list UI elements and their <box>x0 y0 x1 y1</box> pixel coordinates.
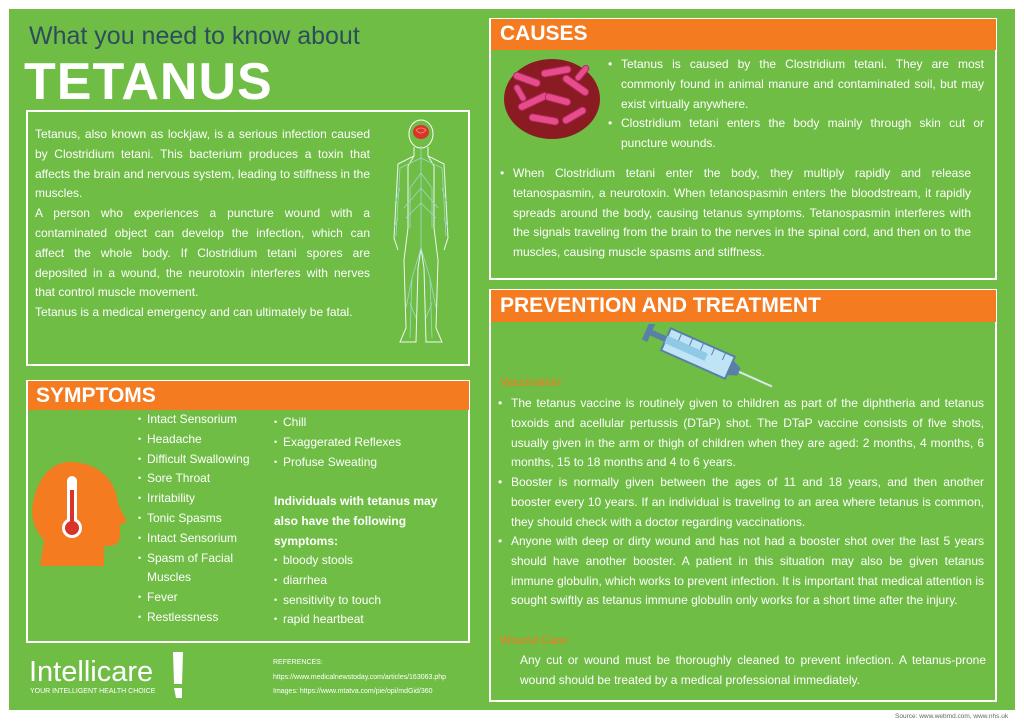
symptom-item: • Profuse Sweating <box>274 453 454 473</box>
symptom-item: • Sore Throat <box>138 469 263 489</box>
reference-link[interactable]: Images: https://www.mtatva.com/pie/opi/mdGid/360 <box>273 688 433 695</box>
vaccination-bullet-text: Anyone with deep or dirty wound and has not had a booster shot over the last 5 years should have another booster. A patient in this situation may also be given tetanus immune globulin, which works to prevent infection. It is important that medical attention is sought swiftly as tetanus immune globulin only works for a short time after the injury. <box>511 534 984 608</box>
brand-tagline: YOUR INTELLIGENT HEALTH CHOICE <box>30 688 156 695</box>
references-label: REFERENCES: <box>273 659 323 666</box>
symptom-item: • diarrhea <box>274 571 454 591</box>
vaccination-bullet <box>498 473 984 532</box>
symptom-item: • Intact Sensorium <box>138 529 263 549</box>
causes-bullet <box>608 55 984 114</box>
bullet-dot: • <box>500 166 505 180</box>
symptom-item: • Restlessness <box>138 608 263 628</box>
symptom-item: • sensitivity to touch <box>274 591 454 611</box>
reference-link[interactable]: https://www.medicalnewstoday.com/articles/163063.php <box>273 674 447 681</box>
wound-care-text: Any cut or wound must be thoroughly cleaned to prevent infection. A tetanus-prone wound should be treated by a medical professional immediately. <box>520 653 986 687</box>
causes-bullet-wide <box>500 164 971 263</box>
main-title: TETANUS <box>24 53 273 111</box>
bullet-dot: • <box>498 475 503 489</box>
kicker-title: What you need to know about <box>29 22 360 50</box>
symptom-item: • Fever <box>138 588 263 608</box>
bullet-dot: • <box>498 534 503 548</box>
nervous-system-body-icon <box>390 118 462 350</box>
symptom-item: • bloody stools <box>274 551 454 571</box>
source-note: Source: www.webmd.com, www.nhs.uk <box>895 713 1009 720</box>
intro-paragraph: Tetanus is a medical emergency and can ultimately be fatal. <box>35 305 353 320</box>
vaccination-bullet-text: Booster is normally given between the ages of 11 and 18 years, and then another booster every 10 years. If an individual is traveling to an area where tetanus is common, they should check with a doctor regarding vaccinations. <box>511 475 984 529</box>
vaccination-bullet-text: The tetanus vaccine is routinely given to children as part of the diphtheria and tetanus toxoids and acellular pertussis (DTaP) shot. The DTaP vaccine consists of five shots, usually given in the arm or thigh of children when they are aged: 2 months, 4 months, 6 months, 15 to 18 months and 4 to 6 years. <box>511 396 984 470</box>
vaccination-label: Vaccination <box>500 375 562 389</box>
intro-paragraph: A person who experiences a puncture wound with a contaminated object can develop the infection, which can affect the whole body. If Clostridium tetani spores are deposited in a wound, the neurotoxin interferes with nerves that control muscle movement. <box>35 206 370 300</box>
fever-head-icon <box>30 460 128 568</box>
prevention-heading: PREVENTION AND TREATMENT <box>491 290 996 322</box>
vaccination-bullet <box>498 532 984 611</box>
brand-name: Intellicare <box>29 656 154 688</box>
vaccination-bullet <box>498 394 984 473</box>
causes-bullet <box>608 114 984 154</box>
causes-bullet-text: Tetanus is caused by the Clostridium tetani. They are most commonly found in animal manure and contaminated soil, but may exist virtually anywhere. <box>621 57 984 111</box>
symptoms-list-2 <box>274 413 454 472</box>
symptom-item: • Chill <box>274 413 454 433</box>
other-symptoms-heading: Individuals with tetanus may also have the following symptoms: <box>274 494 438 548</box>
syringe-icon <box>638 324 780 392</box>
symptom-item: • Spasm of Facial Muscles <box>138 549 247 589</box>
bullet-dot: • <box>608 57 613 71</box>
symptom-item: • Tonic Spasms <box>138 509 263 529</box>
bacteria-icon <box>503 58 601 140</box>
symptoms-list-1 <box>138 410 263 628</box>
symptom-item: • Headache <box>138 430 263 450</box>
wound-care-label: Wound Care <box>500 633 568 647</box>
causes-bullet-text: Clostridium tetani enters the body mainly through skin cut or puncture wounds. <box>621 116 984 150</box>
symptom-item: • Difficult Swallowing <box>138 450 263 470</box>
bullet-dot: • <box>498 396 503 410</box>
brand-exclamation-logo <box>172 652 184 698</box>
symptom-item: • Intact Sensorium <box>138 410 263 430</box>
symptom-item: • Exaggerated Reflexes <box>274 433 454 453</box>
causes-bullet-text: When Clostridium tetani enter the body, they multiply rapidly and release tetanospasmin, a neurotoxin. When tetanospasmin enters the bloodstream, it rapidly spreads around the body, causing tetanus symptoms. Tetanospasmin interferes with the signals traveling from the brain to the nerves in the spinal cord, and then on to the muscles, causing muscle spasms and stiffness. <box>513 166 971 260</box>
symptoms-heading: SYMPTOMS <box>28 381 469 410</box>
symptom-item: • Irritability <box>138 489 263 509</box>
causes-heading: CAUSES <box>491 19 996 50</box>
symptom-item: • rapid heartbeat <box>274 610 454 630</box>
other-symptoms-list <box>274 551 454 630</box>
intro-paragraph: Tetanus, also known as lockjaw, is a serious infection caused by Clostridium tetani. This bacterium produces a toxin that affects the brain and nervous system, leading to stiffness in the muscles. <box>35 127 370 201</box>
bullet-dot: • <box>608 116 613 130</box>
intro-text <box>35 125 370 323</box>
